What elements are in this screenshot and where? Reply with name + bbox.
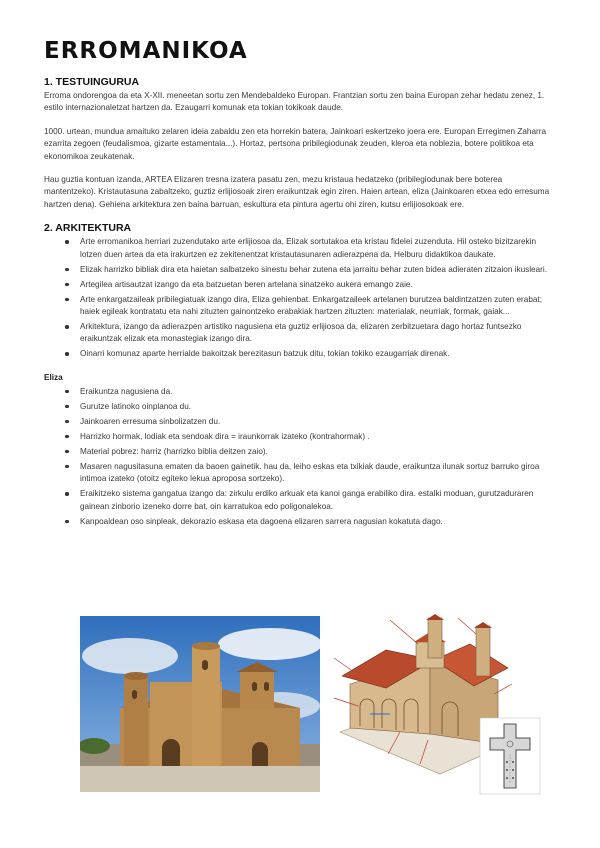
list-item: Oinarri komunaz aparte herrialde bakoitzak berezitasun batzuk ditu, tokian tokiko ezaugarriak direnak. [80, 348, 556, 360]
paragraph: 1000. urtean, mundua amaituko zelaren ideia zabaldu zen eta horrekin batera, Jainkoari eskertzeko joera ere. Europan Erregimen Zaharra ezarrita zegoen (feudalismoa, gizarte estamentala...). Hortaz, pertsona pribilegiodunak zeuden, kleroa eta noblezia, botere politikoa eta ekonomikoa zeukatenak. [44, 126, 547, 161]
list-item: Eraikuntza nagusiena da. [80, 386, 556, 398]
list-item: Arkitektura, izango da adierazpen artistiko nagusiena eta guztiz erlijiosoa da, elizaren zerbitzuetara dago hortaz funtsezko eraikuntzak elizak eta monastegiak izango dira. [80, 321, 556, 346]
list-item: Masaren nagusitasuna ematen da baoen gainetik. hau da, leiho eskas eta txikiak daude, eraikuntza ilunak sortuz barruko giroa intimoa izateko (otoitz egiteko lekua aproposa sortzeko). [80, 461, 556, 486]
paragraph: Hau guztia kontuan izanda, ARTEA Elizaren tresna izatera pasatu zen, mezu kristaua hedatzeko (pribilegiodunak bere boterea mantentzeko). Kristautasuna zabaltzeko, guztiz erlijiosoak ziren eraikuntzak egin ziren. Haien artean, eliza (Jainkoaren etxea edo erresuma hartzen dena). Gehiena arkitektura zen baina barruan, eskultura eta pintura agertu ohi ziren, kutsu erlijiosokoak ere. [44, 175, 550, 209]
list-item: Harrizko hormak, lodiak eta sendoak dira = iraunkorrak izateko (kontrahormak) . [80, 431, 556, 443]
subheading-eliza: Eliza [44, 372, 63, 382]
list-item: Artegilea artisautzat izango da eta batzuetan beren artelana sinatzeko aukera emango zaie. [80, 279, 556, 291]
list-item: Kanpoaldean oso sinpleak, dekorazio eskasa eta dagoena elizaren sarrera nagusian kokatuta dago. [80, 516, 556, 528]
section-heading-arkitektura: 2. ARKITEKTURA [44, 222, 132, 235]
list-item: Arte enkargatzaileak pribilegiatuak izango dira, Eliza gehienbat. Enkargatzaileek artelanen burutzea baldintzatzen zuten erabat; haiek egileak kontratatu eta nahi zituzten gainontzeko erabakiak hartzen zituzten: materialak, neurriak, formak, gaiak... [80, 294, 556, 319]
arkitektura-list [44, 236, 556, 361]
list-item: Eraikitzeko sistema gangatua izango da: zirkulu erdiko arkuak eta kanoi ganga erabiliko dira. estalki moduan, gurutzaduraren gainean zinborio izeneko dorre bat, oin karratukoa edo poligonalekoa. [80, 488, 556, 513]
church-cutaway-diagram [330, 614, 542, 796]
document-page [44, 38, 556, 531]
paragraph: Erroma ondorengoa da eta X-XII. meneetan sortu zen Mendebaldeko Europan. Frantzian sortu zen baina Europan zehar hedatu zenez, 1. estilo internazionaletzat hartzen da. Ezaugarri komunak eta tokian tokikoak daude. [44, 91, 545, 113]
eliza-list [44, 386, 556, 528]
church-photo [80, 616, 320, 792]
list-item: Arte erromanikoa herriari zuzendutako arte erlijiosoa da, Elizak sortutakoa eta kristau fidelei zuzenduta. Hil osteko bizitzarekin lotzen duen artea da eta irakurtzen ez zekitenentzat kristautasunaren adierazpena da. Helburu didaktikoa daukate. [80, 236, 556, 261]
list-item: Jainkoaren erresuma sinbolizatzen du. [80, 416, 556, 428]
section-heading-testuingurua: 1. TESTUINGURUA [44, 76, 140, 88]
list-item: Elizak harrizko bibliak dira eta haietan salbatzeko sinestu behar zutena eta jarraitu behar zuten bidea adieraten zitzaion ikusleari. [80, 264, 556, 276]
page-title: ERROMANIKOA [44, 38, 248, 64]
list-item: Material pobrez: harriz (harrizko biblia deitzen zaio). [80, 446, 556, 458]
list-item: Gurutze latinoko oinplanoa du. [80, 401, 556, 413]
